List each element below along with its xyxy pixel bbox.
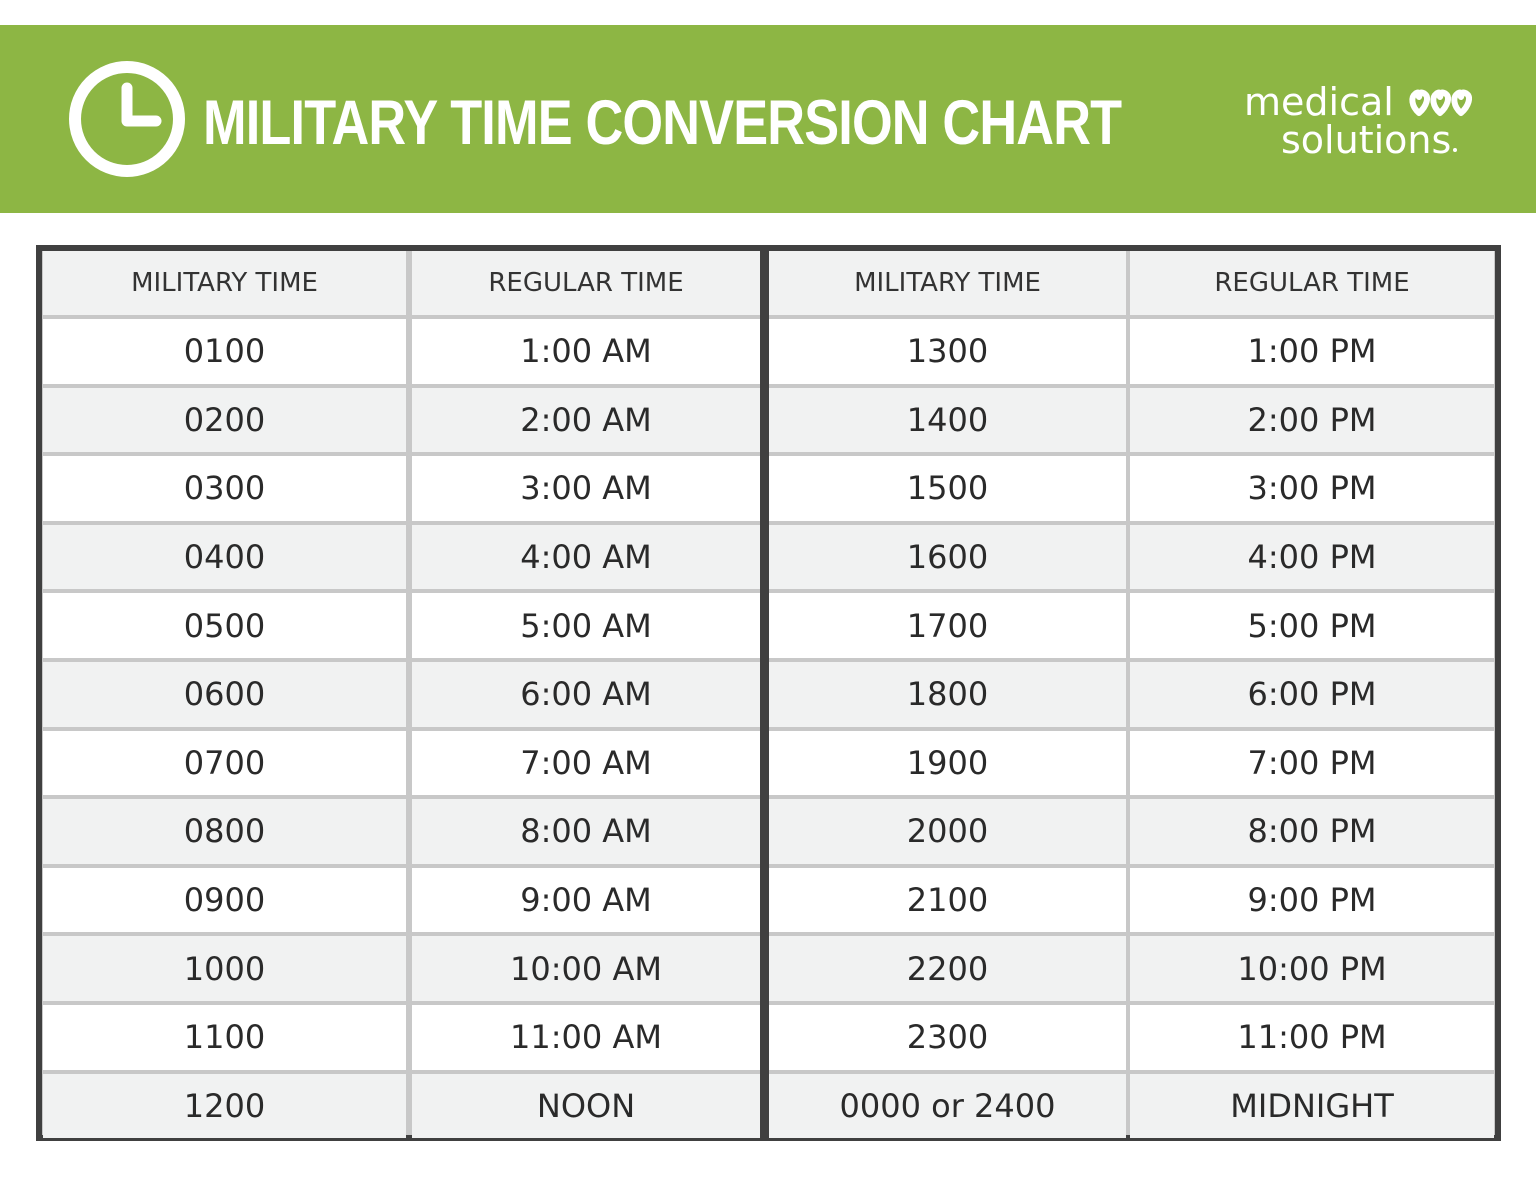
table-cell-military-time: 0700 (43, 731, 406, 796)
brand-trademark-dot (1453, 148, 1457, 152)
table-cell-military-time: 0500 (43, 593, 406, 658)
table-cell-military-time: 1600 (769, 525, 1126, 590)
table-cell-military-time: 0800 (43, 799, 406, 864)
table-cell-regular-time: 7:00 PM (1130, 731, 1494, 796)
table-cell-military-time: 1500 (769, 456, 1126, 521)
table-cell-regular-time: 4:00 PM (1130, 525, 1494, 590)
table-cell-regular-time: MIDNIGHT (1130, 1074, 1494, 1139)
table-cell-military-time: 1100 (43, 1005, 406, 1070)
table-cell-regular-time: 4:00 AM (412, 525, 760, 590)
clock-icon (66, 58, 188, 180)
table-cell-military-time: 1900 (769, 731, 1126, 796)
table-cell-military-time: 0300 (43, 456, 406, 521)
table-cell-military-time: 1300 (769, 319, 1126, 384)
table-cell-military-time: 0600 (43, 662, 406, 727)
table-cell-regular-time: 9:00 AM (412, 868, 760, 933)
table-cell-military-time: 1700 (769, 593, 1126, 658)
table-cell-military-time: 1400 (769, 388, 1126, 453)
table-cell-regular-time: 6:00 AM (412, 662, 760, 727)
table-cell-regular-time: 11:00 AM (412, 1005, 760, 1070)
table-cell-regular-time: 7:00 AM (412, 731, 760, 796)
three-hearts-pin-icon (1408, 85, 1472, 119)
table-cell-regular-time: 8:00 AM (412, 799, 760, 864)
page-title: MILITARY TIME CONVERSION CHART (203, 88, 1122, 158)
table-cell-regular-time: 8:00 PM (1130, 799, 1494, 864)
table-cell-regular-time: 2:00 AM (412, 388, 760, 453)
table-cell-regular-time: 10:00 AM (412, 936, 760, 1001)
column-header-military-time: MILITARY TIME (43, 251, 406, 315)
table-cell-regular-time: 1:00 AM (412, 319, 760, 384)
column-header-regular-time: REGULAR TIME (412, 251, 760, 315)
brand-name-line1: medical (1244, 80, 1394, 124)
table-cell-regular-time: NOON (412, 1074, 760, 1139)
table-cell-military-time: 2300 (769, 1005, 1126, 1070)
table-cell-regular-time: 9:00 PM (1130, 868, 1494, 933)
table-cell-regular-time: 6:00 PM (1130, 662, 1494, 727)
table-cell-regular-time: 10:00 PM (1130, 936, 1494, 1001)
table-cell-regular-time: 5:00 PM (1130, 593, 1494, 658)
table-cell-military-time: 2100 (769, 868, 1126, 933)
column-header-military-time: MILITARY TIME (769, 251, 1126, 315)
table-cell-military-time: 0400 (43, 525, 406, 590)
brand-name-line2: solutions (1281, 118, 1452, 162)
table-cell-military-time: 1000 (43, 936, 406, 1001)
table-cell-military-time: 2000 (769, 799, 1126, 864)
table-cell-military-time: 0200 (43, 388, 406, 453)
table-cell-regular-time: 3:00 PM (1130, 456, 1494, 521)
table-cell-military-time: 0000 or 2400 (769, 1074, 1126, 1139)
table-center-divider (760, 245, 769, 1141)
table-cell-regular-time: 5:00 AM (412, 593, 760, 658)
table-cell-military-time: 2200 (769, 936, 1126, 1001)
column-header-regular-time: REGULAR TIME (1130, 251, 1494, 315)
table-cell-military-time: 0100 (43, 319, 406, 384)
table-cell-regular-time: 2:00 PM (1130, 388, 1494, 453)
table-cell-regular-time: 1:00 PM (1130, 319, 1494, 384)
header-banner (0, 25, 1536, 213)
table-cell-military-time: 1800 (769, 662, 1126, 727)
table-cell-military-time: 0900 (43, 868, 406, 933)
table-cell-military-time: 1200 (43, 1074, 406, 1139)
table-cell-regular-time: 3:00 AM (412, 456, 760, 521)
brand-logo (1240, 80, 1480, 190)
table-cell-regular-time: 11:00 PM (1130, 1005, 1494, 1070)
